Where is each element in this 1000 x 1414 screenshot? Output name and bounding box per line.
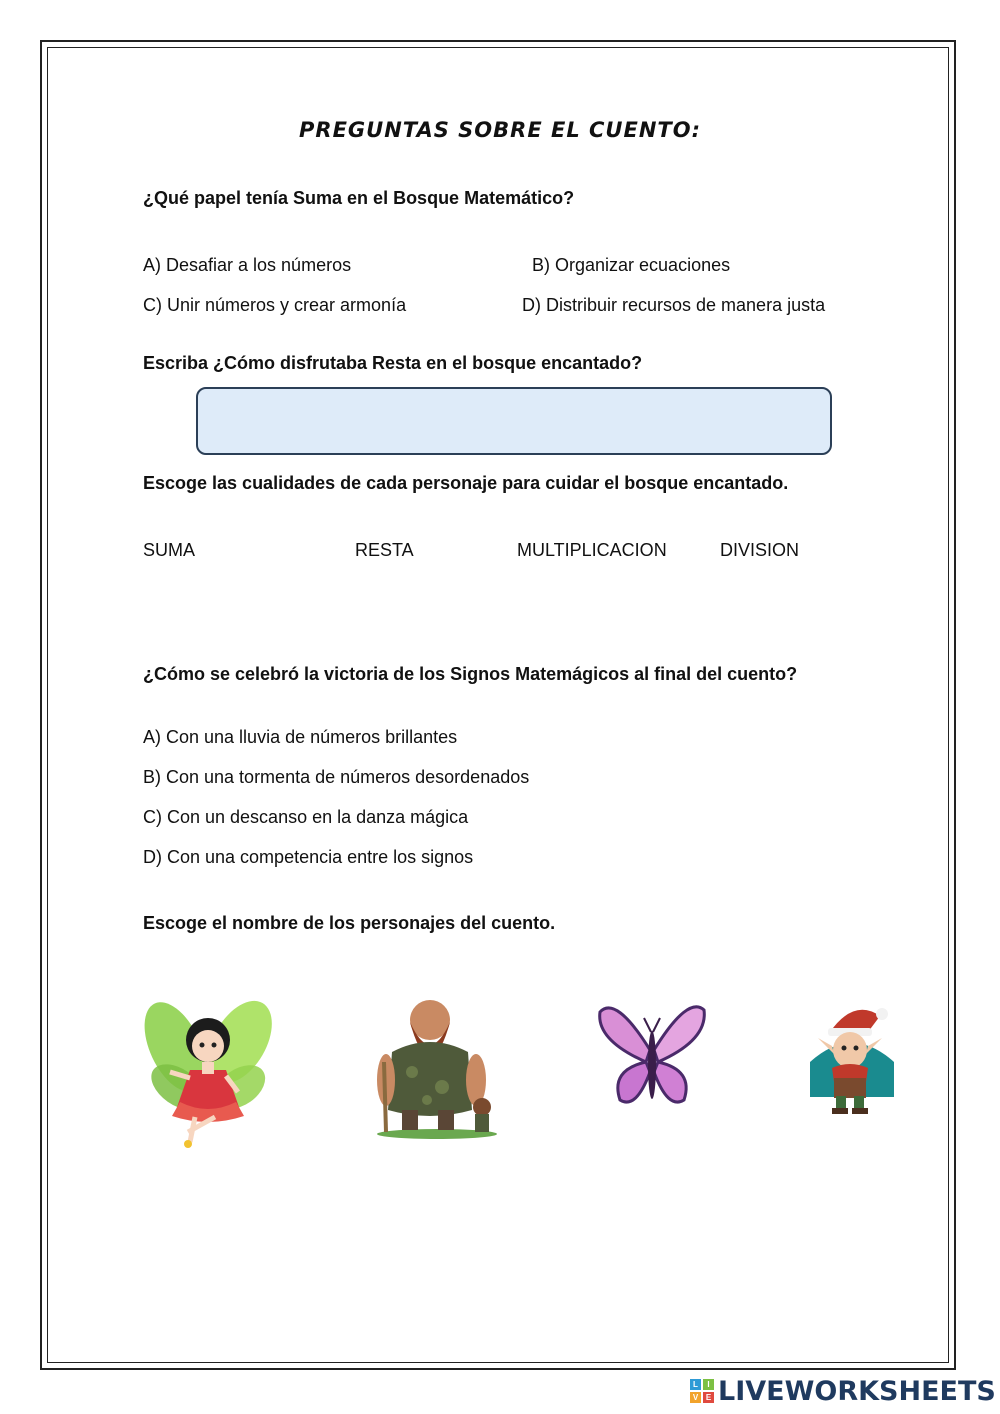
brand-mark-e: E [703, 1392, 714, 1403]
brand-mark-i: I [703, 1379, 714, 1390]
character-label-multiplicacion: MULTIPLICACION [517, 540, 667, 560]
question-2: Escriba ¿Cómo disfrutaba Resta en el bosque encantado? [143, 353, 643, 373]
q1-option-a[interactable]: A) Desafiar a los números [143, 255, 352, 275]
giant-image[interactable] [372, 992, 502, 1140]
q4-option-a[interactable]: A) Con una lluvia de números brillantes [143, 727, 458, 747]
character-label-resta: RESTA [355, 540, 414, 560]
question-3: Escoge las cualidades de cada personaje para cuidar el bosque encantado. [143, 473, 789, 493]
q1-option-b[interactable]: B) Organizar ecuaciones [532, 255, 731, 275]
worksheet-title: PREGUNTAS SOBRE EL CUENTO: [299, 118, 701, 142]
q4-option-b[interactable]: B) Con una tormenta de números desordenados [143, 767, 530, 787]
q4-option-c[interactable]: C) Con un descanso en la danza mágica [143, 807, 469, 827]
elf-image[interactable] [806, 1002, 898, 1120]
question-5: Escoge el nombre de los personajes del cuento. [143, 913, 556, 933]
butterfly-image[interactable] [596, 1000, 708, 1116]
q1-option-d[interactable]: D) Distribuir recursos de manera justa [522, 295, 826, 315]
q1-option-c[interactable]: C) Unir números y crear armonía [143, 295, 407, 315]
page-border-inner [47, 47, 949, 1363]
character-label-suma: SUMA [143, 540, 196, 560]
liveworksheets-logo [690, 1374, 996, 1408]
brand-text: LIVEWORKSHEETS [718, 1375, 996, 1407]
question-1: ¿Qué papel tenía Suma en el Bosque Matemático? [143, 188, 575, 208]
brand-mark-v: V [690, 1392, 701, 1403]
q4-option-d[interactable]: D) Con una competencia entre los signos [143, 847, 474, 867]
fairy-image[interactable] [140, 992, 275, 1152]
answer-text-field[interactable] [196, 387, 832, 455]
character-label-division: DIVISION [720, 540, 800, 560]
question-4: ¿Cómo se celebró la victoria de los Signos Matemágicos al final del cuento? [143, 664, 798, 684]
brand-mark-l: L [690, 1379, 701, 1390]
brand-mark-icon [690, 1379, 714, 1403]
